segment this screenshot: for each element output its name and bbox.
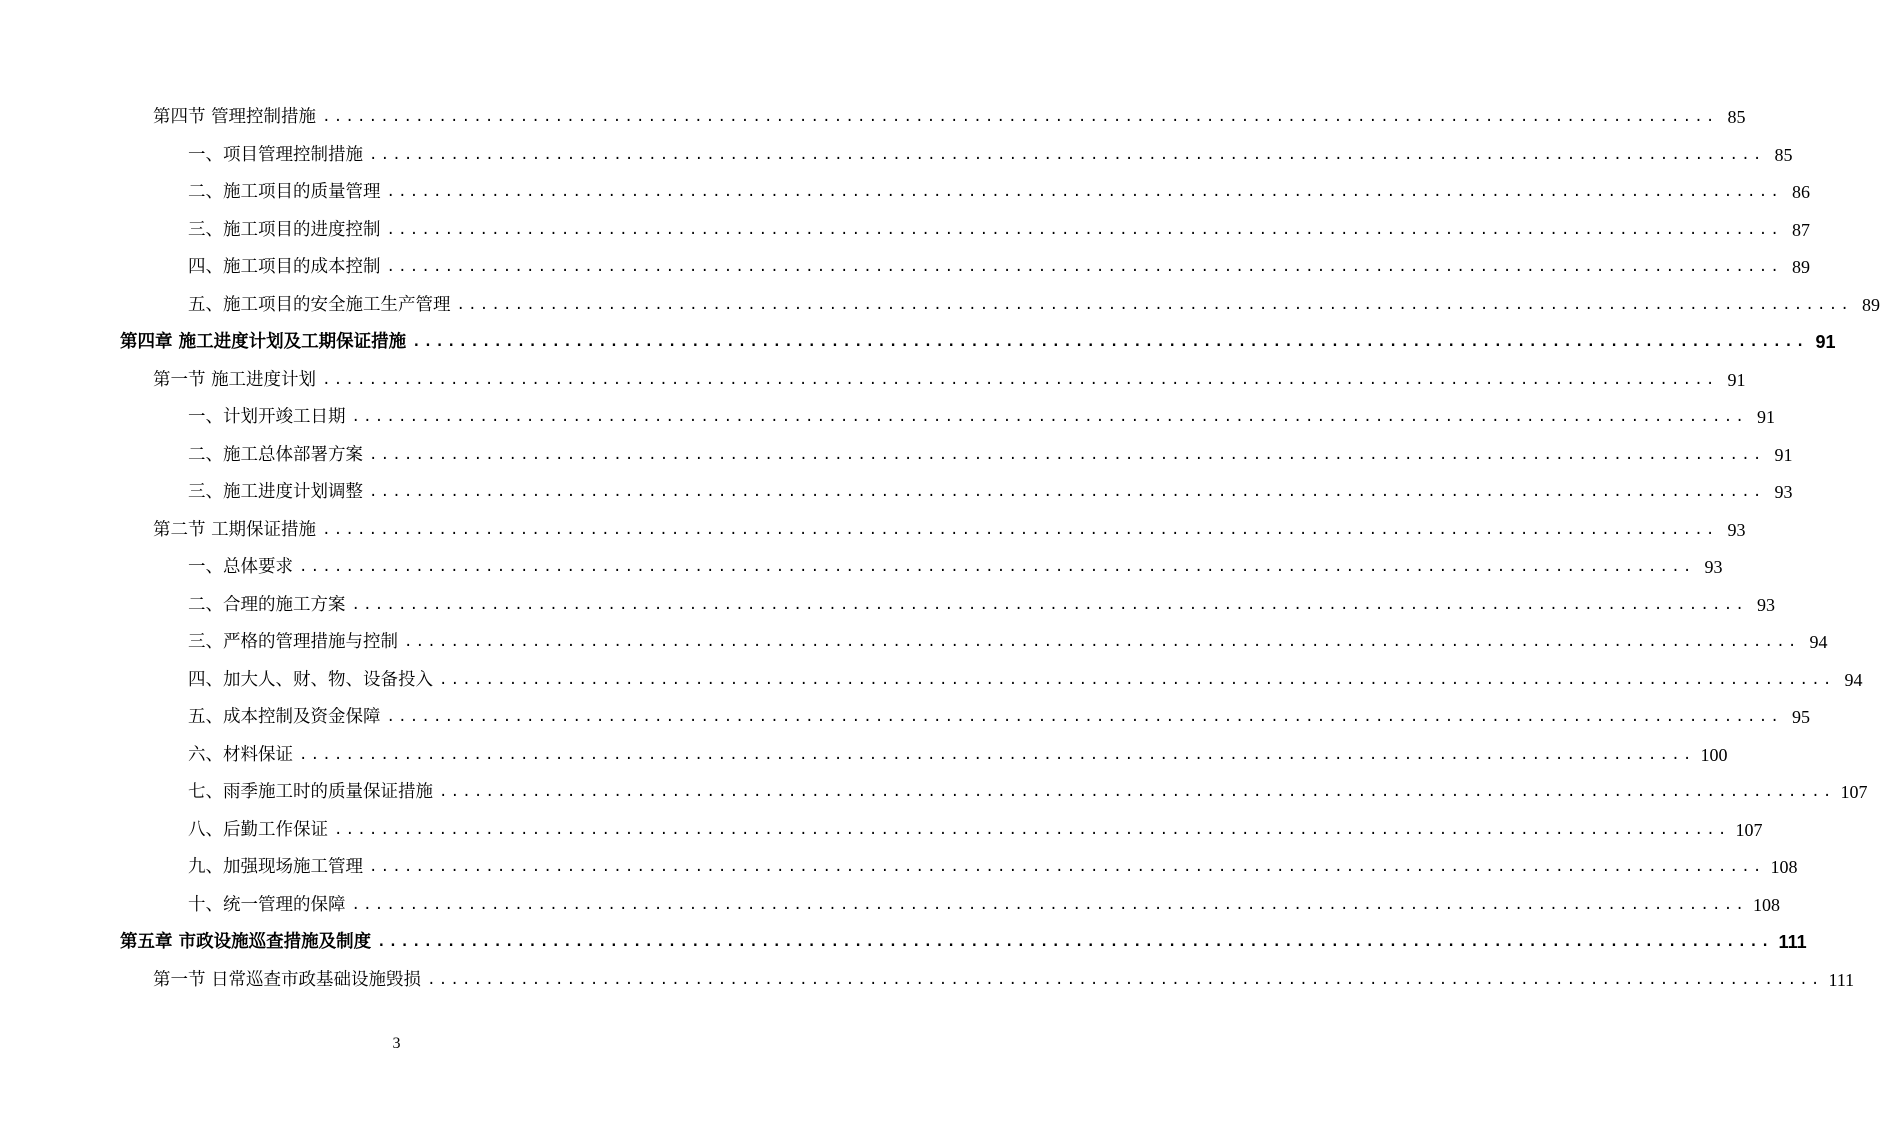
- toc-entry-page: 93: [1774, 482, 1793, 502]
- toc-entry[interactable]: [188, 737, 1728, 775]
- toc-entry-page: 108: [1770, 857, 1798, 877]
- toc-entry-title: 第二节 工期保证措施: [153, 512, 322, 550]
- toc-leader-dots: ........................................................................................................................: [322, 371, 1718, 388]
- toc-entry-page: 91: [1774, 444, 1793, 465]
- toc-entry-page: 107: [1735, 819, 1763, 840]
- toc-leader-dots: ........................................................................................................................: [351, 896, 1747, 913]
- toc-leader-dots: ........................................................................................................................: [351, 596, 1747, 613]
- toc-entry[interactable]: [153, 99, 1746, 137]
- toc-entry-title: 六、材料保证: [188, 737, 299, 775]
- toc-leader-dots: ........................................................................................................................: [322, 109, 1718, 125]
- toc-entry[interactable]: [153, 962, 1855, 1000]
- toc-leader-dots: ........................................................................................................................: [377, 934, 1773, 950]
- toc-entry-title: 八、后勤工作保证: [188, 812, 334, 850]
- toc-leader-dots: ........................................................................................................................: [456, 296, 1852, 313]
- toc-entry-page: 91: [1727, 369, 1746, 390]
- toc-entry[interactable]: [188, 887, 1780, 925]
- toc-entry[interactable]: [188, 849, 1798, 887]
- toc-entry-title: 十、统一管理的保障: [188, 887, 352, 925]
- toc-entry[interactable]: [188, 137, 1793, 175]
- toc-entry[interactable]: [120, 324, 1836, 362]
- toc-leader-dots: ........................................................................................................................: [369, 859, 1765, 875]
- toc-entry-page: 93: [1727, 519, 1746, 540]
- toc-entry-title: 五、施工项目的安全施工生产管理: [188, 287, 457, 325]
- toc-leader-dots: ........................................................................................................................: [427, 971, 1823, 988]
- toc-entry-title: 第一节 日常巡查市政基础设施毁损: [153, 962, 427, 1000]
- toc-entry-title: 第四节 管理控制措施: [153, 99, 322, 137]
- toc-entry-page: 85: [1774, 144, 1793, 165]
- toc-entry-page: 100: [1700, 744, 1728, 765]
- toc-entry[interactable]: [188, 474, 1793, 512]
- toc-entry-title: 三、施工进度计划调整: [188, 474, 369, 512]
- toc-entry-title: 一、计划开竣工日期: [188, 399, 352, 437]
- toc-leader-dots: ........................................................................................................................: [386, 709, 1782, 725]
- toc-entry-page: 87: [1791, 219, 1810, 240]
- toc-entry[interactable]: [120, 924, 1807, 962]
- toc-leader-dots: ........................................................................................................................: [299, 746, 1695, 763]
- toc-entry-title: 二、施工总体部署方案: [188, 437, 369, 475]
- toc-entry[interactable]: [188, 437, 1793, 475]
- toc-entry[interactable]: [188, 662, 1863, 700]
- toc-entry-page: 95: [1791, 707, 1810, 727]
- toc-leader-dots: ........................................................................................................................: [386, 221, 1782, 238]
- toc-entry-page: 111: [1828, 969, 1855, 990]
- toc-entry[interactable]: [188, 174, 1810, 212]
- page-number: 3: [392, 1035, 401, 1052]
- toc-entry-page: 94: [1809, 632, 1828, 652]
- toc-entry-page: 107: [1840, 782, 1868, 802]
- table-of-contents: [0, 99, 1880, 999]
- toc-entry[interactable]: [188, 587, 1775, 625]
- toc-entry-title: 五、成本控制及资金保障: [188, 699, 387, 737]
- toc-leader-dots: ........................................................................................................................: [299, 559, 1695, 575]
- toc-entry-title: 第五章 市政设施巡查措施及制度: [120, 924, 377, 962]
- toc-leader-dots: ........................................................................................................................: [322, 521, 1718, 538]
- toc-leader-dots: ........................................................................................................................: [439, 671, 1835, 688]
- toc-entry-page: 93: [1704, 557, 1723, 577]
- toc-entry-title: 二、施工项目的质量管理: [188, 174, 387, 212]
- toc-entry-page: 94: [1844, 669, 1863, 690]
- toc-entry[interactable]: [188, 774, 1868, 812]
- toc-leader-dots: ........................................................................................................................: [412, 334, 1808, 350]
- toc-entry-page: 108: [1752, 894, 1780, 915]
- toc-leader-dots: ........................................................................................................................: [386, 259, 1782, 275]
- toc-entry-title: 一、总体要求: [188, 549, 299, 587]
- toc-entry[interactable]: [188, 549, 1723, 587]
- toc-leader-dots: ........................................................................................................................: [404, 634, 1800, 650]
- toc-entry-page: 89: [1861, 294, 1880, 315]
- toc-leader-dots: ........................................................................................................................: [369, 146, 1765, 163]
- toc-entry-title: 四、加大人、财、物、设备投入: [188, 662, 439, 700]
- toc-entry-page: 89: [1791, 257, 1810, 277]
- toc-entry-page: 91: [1756, 407, 1775, 427]
- toc-entry-title: 四、施工项目的成本控制: [188, 249, 387, 287]
- toc-entry-title: 第四章 施工进度计划及工期保证措施: [120, 324, 412, 362]
- toc-entry-title: 九、加强现场施工管理: [188, 849, 369, 887]
- toc-entry-title: 二、合理的施工方案: [188, 587, 352, 625]
- toc-entry[interactable]: [188, 699, 1810, 737]
- toc-leader-dots: ........................................................................................................................: [369, 446, 1765, 463]
- toc-entry-page: 93: [1756, 594, 1775, 615]
- toc-entry[interactable]: [153, 512, 1746, 550]
- toc-leader-dots: ........................................................................................................................: [351, 409, 1747, 425]
- toc-entry-title: 一、项目管理控制措施: [188, 137, 369, 175]
- toc-entry[interactable]: [188, 287, 1880, 325]
- toc-entry[interactable]: [153, 362, 1746, 400]
- toc-leader-dots: ........................................................................................................................: [386, 184, 1782, 200]
- toc-entry-page: 85: [1727, 107, 1746, 127]
- toc-leader-dots: ........................................................................................................................: [439, 784, 1835, 800]
- toc-entry[interactable]: [188, 624, 1828, 662]
- toc-entry[interactable]: [188, 399, 1775, 437]
- toc-entry-title: 第一节 施工进度计划: [153, 362, 322, 400]
- toc-leader-dots: ........................................................................................................................: [334, 821, 1730, 838]
- toc-entry-title: 三、严格的管理措施与控制: [188, 624, 404, 662]
- toc-entry-page: 91: [1815, 332, 1836, 352]
- toc-entry[interactable]: [188, 812, 1763, 850]
- toc-entry[interactable]: [188, 212, 1810, 250]
- toc-leader-dots: ........................................................................................................................: [369, 484, 1765, 500]
- toc-entry-page: 111: [1778, 932, 1807, 952]
- toc-entry-page: 86: [1791, 182, 1810, 202]
- toc-entry[interactable]: [188, 249, 1810, 287]
- toc-entry-title: 三、施工项目的进度控制: [188, 212, 387, 250]
- toc-entry-title: 七、雨季施工时的质量保证措施: [188, 774, 439, 812]
